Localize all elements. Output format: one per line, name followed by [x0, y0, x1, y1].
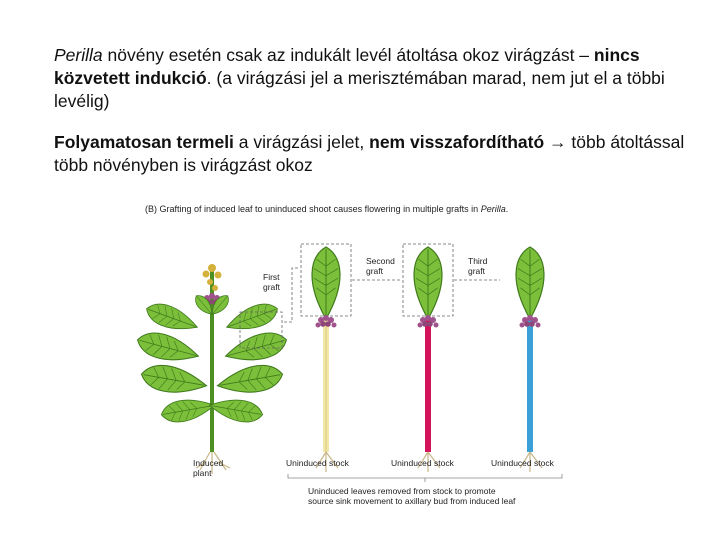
- label-third-graft-line1: Third: [468, 256, 488, 266]
- label-first-graft-line1: First: [263, 272, 280, 282]
- label-induced-plant: [193, 458, 223, 478]
- stock-1: [312, 247, 340, 472]
- p2-emphasis-1: Folyamatosan termeli: [54, 132, 234, 152]
- stock-3: [516, 247, 544, 472]
- label-first-graft-line2: graft: [263, 282, 281, 292]
- p1-emphasis: nincs közvetett indukció: [54, 45, 640, 88]
- label-second-graft-line2: graft: [366, 266, 384, 276]
- figure-footnote: [308, 486, 515, 506]
- label-induced-line2: plant: [193, 468, 212, 478]
- label-second-graft: [366, 256, 395, 276]
- induced-plant: [134, 264, 289, 474]
- label-second-graft-line1: Second: [366, 256, 395, 266]
- label-stock-3: Uninduced stock: [491, 458, 554, 468]
- label-third-graft-line2: graft: [468, 266, 486, 276]
- caption-main: Grafting of induced leaf to uninduced shoot causes flowering in multiple grafts in: [157, 204, 481, 214]
- label-stock-2: Uninduced stock: [391, 458, 454, 468]
- caption-prefix: (B): [145, 204, 157, 214]
- p1-text-end: . (a virágzási jel a merisztémában marad, nem jut el a többi levélig): [54, 68, 665, 111]
- caption-species: Perilla: [480, 204, 506, 214]
- stock-2: [414, 247, 442, 472]
- label-induced-line1: Induced: [193, 458, 224, 468]
- p1-text: növény esetén csak az indukált levél átoltása okoz virágzást –: [102, 45, 594, 65]
- caption-end: .: [505, 204, 509, 214]
- footnote-line1: Uninduced leaves removed from stock to promote: [308, 486, 496, 496]
- footnote-line2: source sink movement to axillary bud from induced leaf: [308, 496, 516, 506]
- label-stock-1: Uninduced stock: [286, 458, 349, 468]
- p2-text-end: → több átoltással több növényben is virágzást okoz: [54, 132, 685, 175]
- p2-emphasis-2: nem visszafordítható: [369, 132, 545, 152]
- species-name: Perilla: [54, 45, 103, 65]
- label-third-graft: [468, 256, 487, 276]
- p2-text: a virágzási jelet,: [233, 132, 370, 152]
- label-first-graft: [263, 272, 280, 292]
